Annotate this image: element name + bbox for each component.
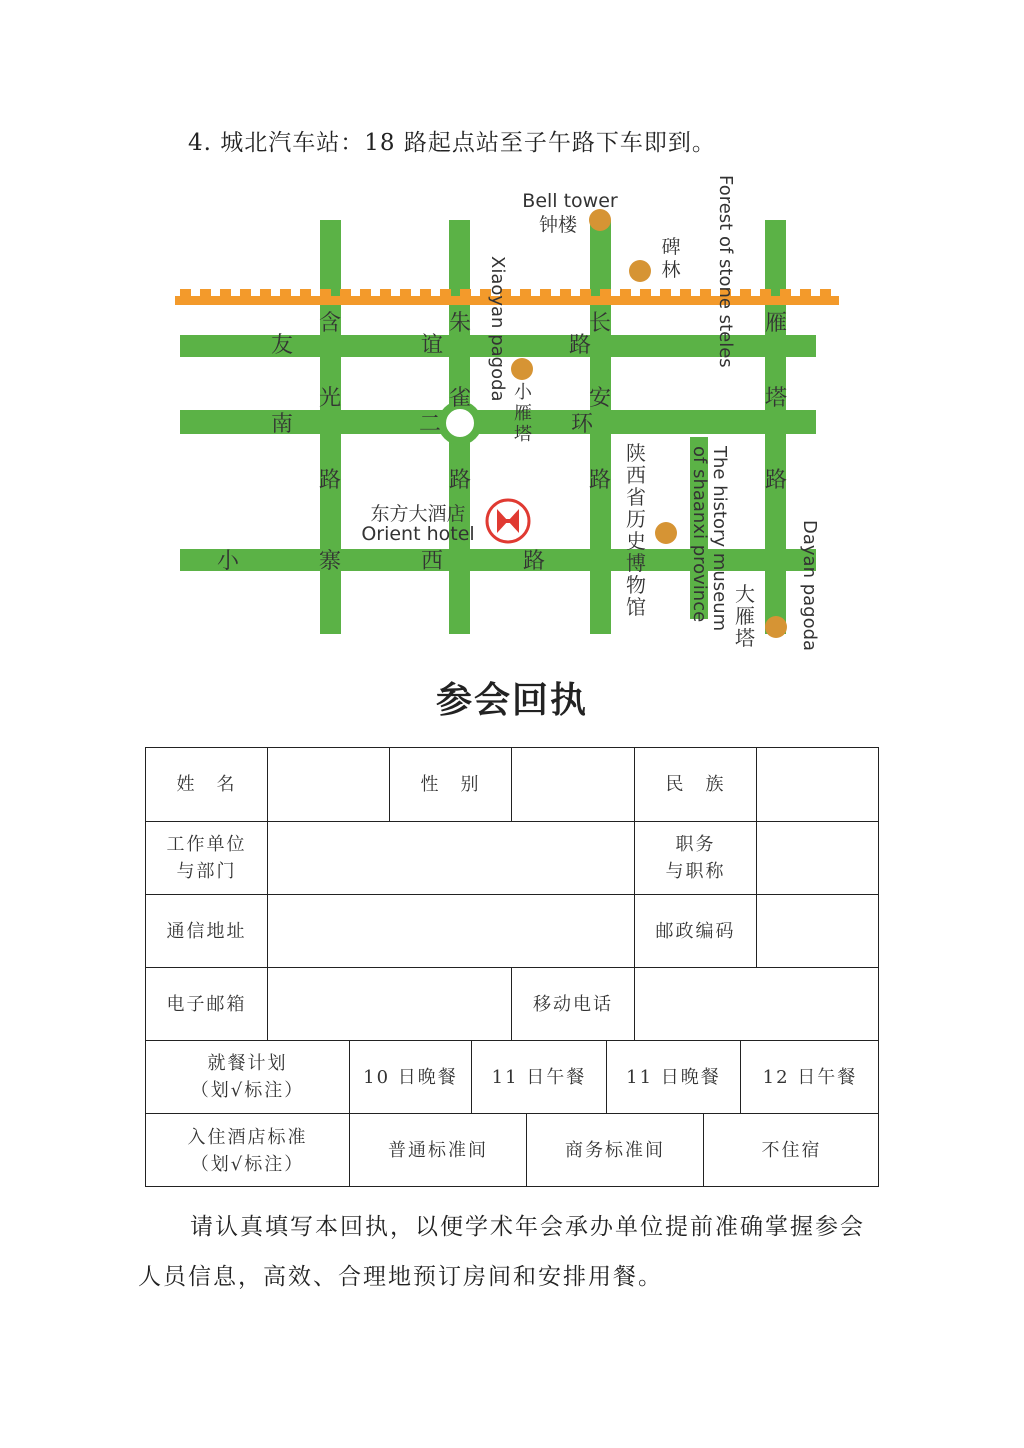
xiaoyan-cn-label: 雁: [514, 403, 532, 424]
wall-merlon: [220, 289, 231, 298]
meal-option-label: 11 日午餐: [491, 1066, 587, 1088]
meal-option-label: 11 日晚餐: [626, 1066, 721, 1088]
wall-merlon: [740, 289, 751, 298]
wall-merlon: [600, 289, 611, 298]
street-char: 路: [522, 549, 546, 574]
gender-label-cell: [390, 748, 512, 822]
meal-option[interactable]: [350, 1041, 472, 1114]
email-label-cell: [146, 968, 268, 1041]
street-char: 二: [418, 412, 442, 437]
museum-cn-label: 省: [626, 485, 646, 509]
wall-merlon: [760, 289, 771, 298]
xiaoyan-en-label: Xiaoyan pagoda: [487, 256, 508, 402]
hotel-cn-label: 东方大酒店: [370, 503, 466, 525]
room-option-label: 商务标准间: [565, 1140, 665, 1161]
name-label: 姓 名: [176, 774, 237, 795]
meal-plan-label-cell: [146, 1041, 350, 1114]
street-char: 友: [270, 333, 294, 358]
map-road: [765, 220, 786, 634]
poi-marker: [629, 260, 651, 282]
street-char: 路: [448, 468, 472, 493]
wall-merlon: [580, 289, 591, 298]
wall-merlon: [780, 289, 791, 298]
street-char: 塔: [764, 386, 788, 411]
museum-cn-label: 西: [626, 463, 646, 487]
wall-merlon: [320, 289, 331, 298]
wall-merlon: [400, 289, 411, 298]
meal-option[interactable]: [741, 1041, 879, 1114]
mobile-input[interactable]: [635, 968, 879, 1041]
note-paragraph: [138, 1202, 898, 1302]
museum-en-label: of shaanxi province: [689, 446, 710, 623]
wall-merlon: [240, 289, 251, 298]
hotel-standard-label-cell: [146, 1114, 350, 1187]
street-char: 南: [270, 412, 294, 437]
wall-merlon: [620, 289, 631, 298]
registration-form-table: [145, 747, 879, 1187]
museum-cn-label: 历: [626, 507, 646, 531]
dayan-cn-label: 雁: [735, 604, 755, 628]
wall-merlon: [520, 289, 531, 298]
street-char: 谊: [420, 333, 444, 358]
wall-merlon: [820, 289, 831, 298]
street-char: 路: [568, 333, 592, 358]
xiaoyan-cn-label: 塔: [514, 424, 532, 445]
street-char: 安: [588, 386, 612, 411]
xiaoyan-cn-label: 小: [514, 382, 532, 403]
museum-en-label: The history museum: [709, 446, 730, 632]
room-option[interactable]: [527, 1114, 704, 1187]
wall-merlon: [460, 289, 471, 298]
work-unit-label: 工作单位 与部门: [166, 834, 247, 882]
ethnicity-input[interactable]: [757, 748, 879, 822]
work-unit-input[interactable]: [268, 822, 635, 895]
bell-tower-label: Bell tower: [522, 190, 618, 212]
wall-merlon: [660, 289, 671, 298]
wall-merlon: [180, 289, 191, 298]
note-line: 人员信息，高效、合理地预订房间和安排用餐。: [138, 1264, 663, 1290]
forest-cn-label: 林: [661, 259, 681, 281]
dayan-en-label: Dayan pagoda: [799, 520, 820, 652]
street-char: 路: [588, 468, 612, 493]
address-label-cell: [146, 895, 268, 968]
meal-option-label: 12 日午餐: [762, 1066, 858, 1088]
museum-cn-label: 馆: [626, 595, 646, 619]
street-char: 环: [570, 412, 594, 437]
museum-cn-label: 物: [626, 573, 646, 597]
email-label: 电子邮箱: [166, 993, 247, 1015]
address-label: 通信地址: [166, 920, 247, 942]
bell-tower-cn-label: 钟楼: [538, 214, 578, 236]
street-char: 寨: [318, 549, 342, 574]
form-title: 参会回执: [435, 680, 588, 721]
street-char: 长: [588, 311, 612, 336]
street-char: 朱: [448, 311, 472, 336]
wall-merlon: [360, 289, 371, 298]
wall-merlon: [280, 289, 291, 298]
hotel-standard-label: 入住酒店标准 （划√标注）: [187, 1126, 308, 1175]
meal-option[interactable]: [472, 1041, 607, 1114]
room-option-label: 不住宿: [761, 1140, 822, 1161]
ethnicity-label-cell: [635, 748, 757, 822]
poi-marker: [589, 209, 611, 231]
meal-option[interactable]: [607, 1041, 741, 1114]
hotel-en-label: Orient hotel: [361, 523, 475, 545]
mobile-label-cell: [512, 968, 635, 1041]
gender-label: 性 别: [420, 774, 481, 795]
street-char: 含: [318, 311, 342, 336]
hotel-marker: [487, 500, 529, 542]
street-char: 小: [216, 549, 240, 574]
poi-marker: [511, 358, 533, 380]
wall-merlon: [260, 289, 271, 298]
wall-merlon: [300, 289, 311, 298]
wall-merlon: [200, 289, 211, 298]
position-label: 职务 与职称: [665, 834, 726, 882]
wall-merlon: [540, 289, 551, 298]
location-map: [0, 0, 1024, 660]
room-option[interactable]: [350, 1114, 527, 1187]
wall-merlon: [800, 289, 811, 298]
wall-merlon: [380, 289, 391, 298]
map-road: [590, 220, 611, 634]
name-label-cell: [146, 748, 268, 822]
street-char: 路: [764, 468, 788, 493]
dayan-cn-label: 大: [735, 582, 755, 606]
dayan-cn-label: 塔: [735, 626, 755, 650]
email-input[interactable]: [268, 968, 512, 1041]
room-option-label: 普通标准间: [388, 1140, 488, 1161]
postal-code-label-cell: [635, 895, 757, 968]
position-label-cell: [635, 822, 757, 895]
room-option[interactable]: [704, 1114, 879, 1187]
meal-option-label: 10 日晚餐: [363, 1066, 458, 1088]
street-char: 雀: [448, 386, 472, 411]
museum-cn-label: 史: [626, 529, 646, 553]
forest-en-label: Forest of stone steles: [715, 175, 736, 368]
position-input[interactable]: [757, 822, 879, 895]
wall-merlon: [700, 289, 711, 298]
wall-merlon: [340, 289, 351, 298]
meal-plan-label: 就餐计划 （划√标注）: [190, 1053, 305, 1101]
museum-cn-label: 陕: [626, 441, 646, 465]
ethnicity-label: 民 族: [665, 774, 726, 795]
address-input[interactable]: [268, 895, 635, 968]
street-char: 光: [318, 386, 342, 411]
wall-merlon: [420, 289, 431, 298]
work-unit-label-cell: [146, 822, 268, 895]
wall-merlon: [680, 289, 691, 298]
wall-merlon: [640, 289, 651, 298]
mobile-label: 移动电话: [533, 993, 613, 1015]
hotel-logo-bar: [500, 519, 516, 523]
gender-input[interactable]: [512, 748, 635, 822]
museum-cn-label: 博: [626, 551, 646, 575]
street-char: 西: [420, 549, 444, 574]
street-char: 路: [318, 468, 342, 493]
intro-text: 4. 城北汽车站：18 路起点站至子午路下车即到。: [188, 130, 716, 156]
poi-marker: [765, 616, 787, 638]
name-input[interactable]: [268, 748, 390, 822]
note-line: 请认真填写本回执，以便学术年会承办单位提前准确掌握参会: [190, 1214, 865, 1240]
forest-cn-label: 碑: [661, 236, 681, 258]
postal-code-input[interactable]: [757, 895, 879, 968]
poi-marker: [655, 522, 677, 544]
wall-merlon: [560, 289, 571, 298]
postal-code-label: 邮政编码: [655, 920, 736, 942]
wall-merlon: [440, 289, 451, 298]
street-char: 雁: [764, 311, 788, 336]
